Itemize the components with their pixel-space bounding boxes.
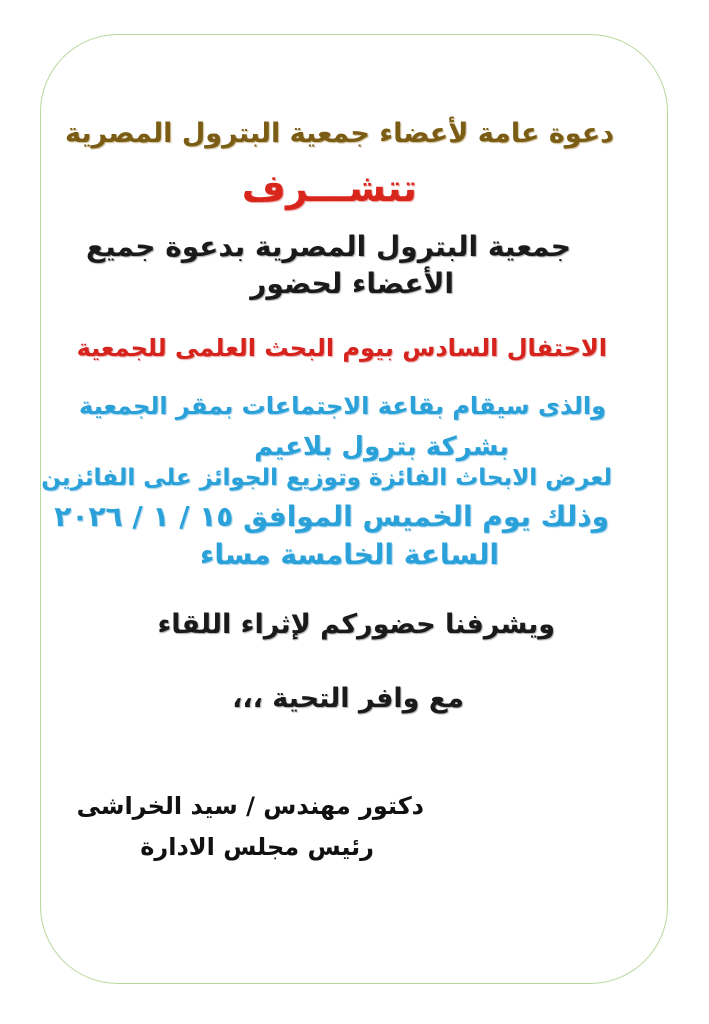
invitation-heading: دعوة عامة لأعضاء جمعية البترول المصرية <box>65 118 614 149</box>
event-detail-date: وذلك يوم الخميس الموافق ١٥ / ١ / ٢٠٢٦ <box>54 500 609 533</box>
invitation-line: جمعية البترول المصرية بدعوة جميع <box>85 230 571 263</box>
event-detail-time: الساعة الخامسة مساء <box>200 538 499 571</box>
event-detail-venue: والذى سيقام بقاعة الاجتماعات بمقر الجمعية <box>79 392 606 420</box>
closing-line: ويشرفنا حضوركم لإثراء اللقاء <box>157 609 555 640</box>
signature-title: رئيس مجلس الادارة <box>140 833 374 861</box>
event-title: الاحتفال السادس بيوم البحث العلمى للجمعية <box>76 334 607 362</box>
honored-word: تتشـــرف <box>241 166 417 210</box>
invitation-line: الأعضاء لحضور <box>250 267 454 300</box>
signature-name: دكتور مهندس / سيد الخراشى <box>76 792 424 820</box>
event-detail-company: بشركة بترول بلاعيم <box>254 432 509 462</box>
greeting: مع وافر التحية ،،، <box>232 683 464 714</box>
event-detail-purpose: لعرض الابحاث الفائزة وتوزيع الجوائز على الفائزين <box>41 465 612 491</box>
